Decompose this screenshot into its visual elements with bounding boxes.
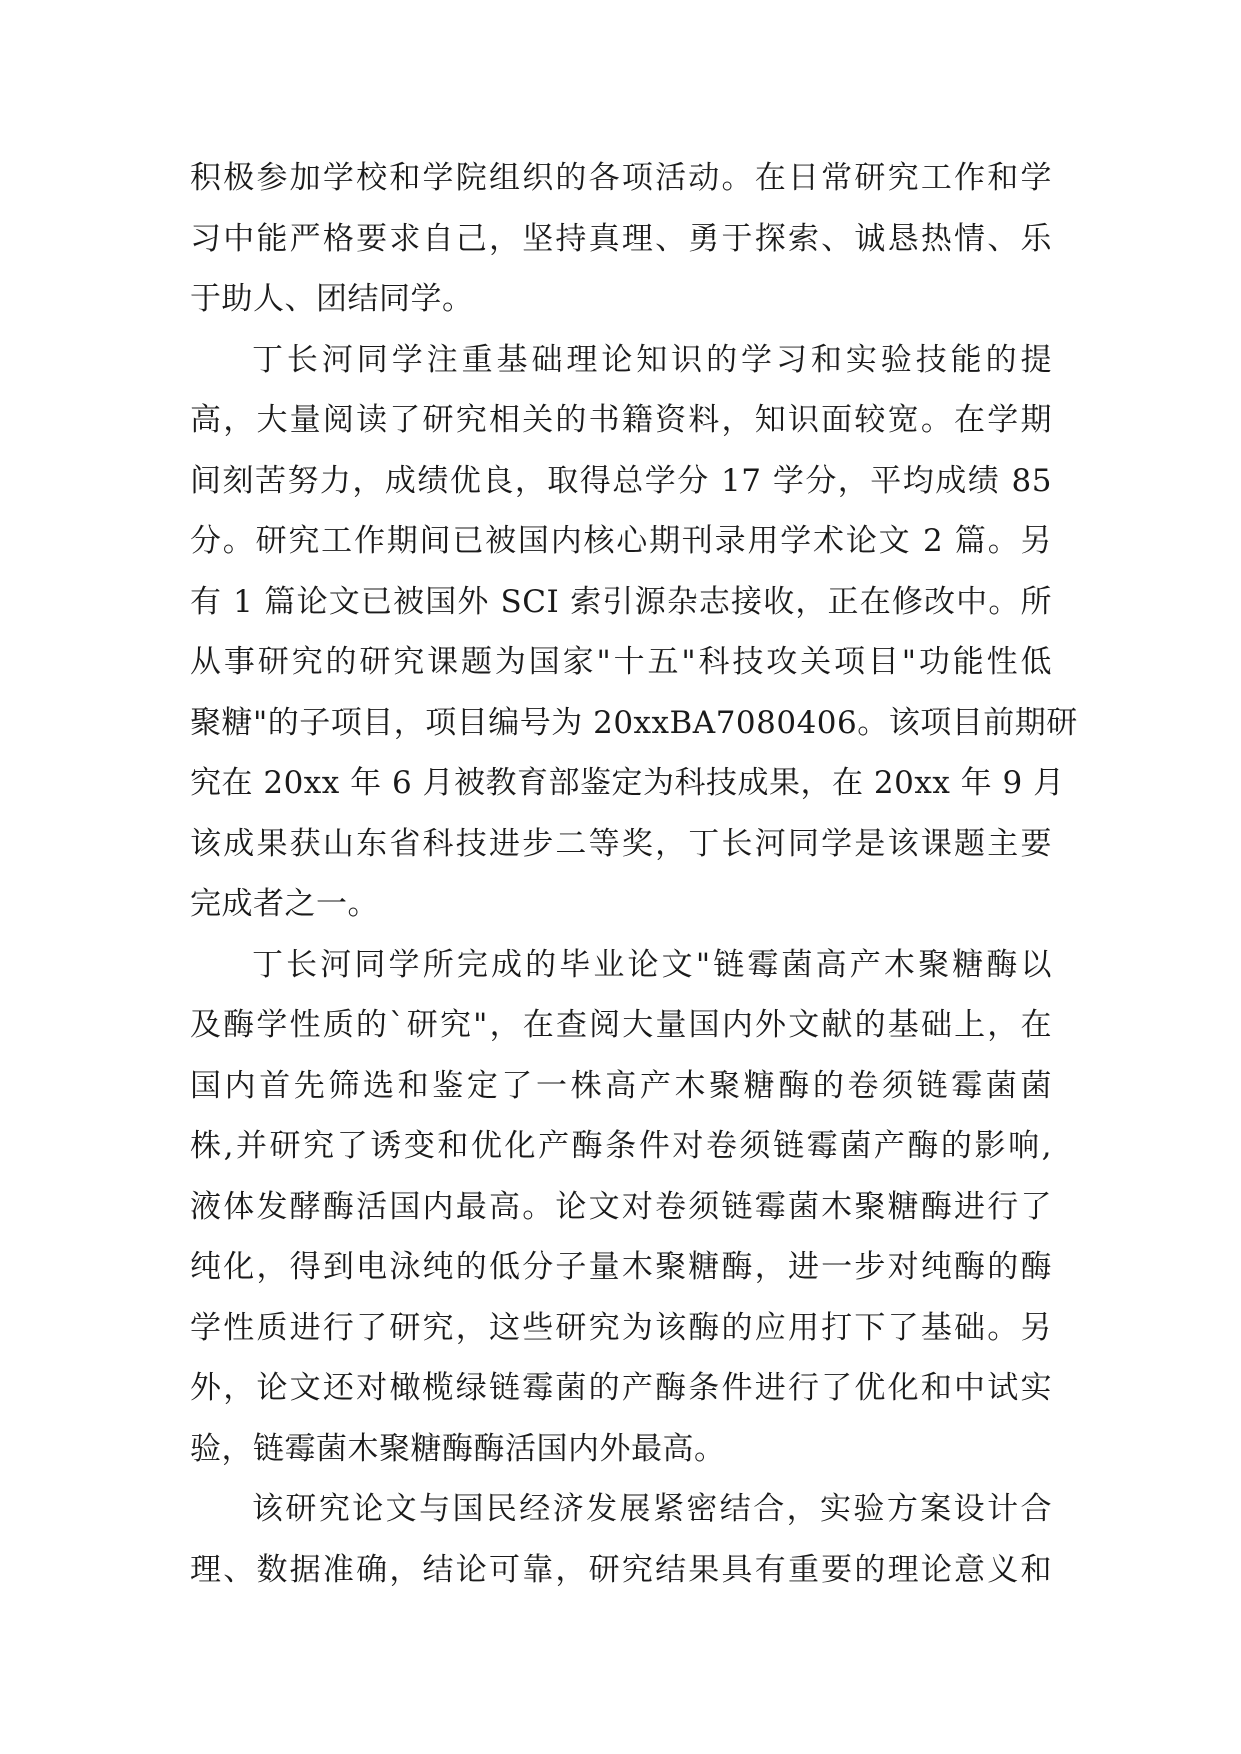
text-line: 聚糖"的子项目，项目编号为 20xxBA7080406。该项目前期研 (190, 704, 1078, 741)
text-line: 分。研究工作期间已被国内核心期刊录用学术论文 2 篇。另 (190, 523, 1052, 559)
text-line: 国内首先筛选和鉴定了一株高产木聚糖酶的卷须链霉菌菌 (190, 1067, 1052, 1104)
text-line: 该成果获山东省科技进步二等奖，丁长河同学是该课题主要 (190, 825, 1052, 862)
text-line: 纯化，得到电泳纯的低分子量木聚糖酶，进一步对纯酶的酶 (190, 1249, 1052, 1285)
text-line: 学性质进行了研究，这些研究为该酶的应用打下了基础。另 (190, 1309, 1052, 1346)
document-body (190, 148, 1078, 1600)
text-line: 丁长河同学注重基础理论知识的学习和实验技能的提 (252, 341, 1052, 378)
text-line: 究在 20xx 年 6 月被教育部鉴定为科技成果，在 20xx 年 9 月 (190, 765, 1065, 801)
text-line: 验，链霉菌木聚糖酶酶活国内外最高。 (190, 1430, 726, 1467)
paragraph-4 (190, 1479, 1052, 1600)
text-line: 高，大量阅读了研究相关的书籍资料，知识面较宽。在学期 (190, 402, 1052, 438)
paragraph-2 (190, 330, 1078, 935)
text-line: 外，论文还对橄榄绿链霉菌的产酶条件进行了优化和中试实 (190, 1370, 1052, 1406)
text-line: 完成者之一。 (190, 886, 379, 922)
text-line: 习中能严格要求自己，坚持真理、勇于探索、诚恳热情、乐 (190, 220, 1052, 257)
text-line: 有 1 篇论文已被国外 SCI 索引源杂志接收，正在修改中。所 (190, 583, 1052, 620)
paragraph-3 (190, 935, 1052, 1480)
text-line: 间刻苦努力，成绩优良，取得总学分 17 学分，平均成绩 85 (190, 462, 1052, 499)
text-line: 株,并研究了诱变和优化产酶条件对卷须链霉菌产酶的影响, (190, 1128, 1052, 1164)
text-line: 及酶学性质的`研究"，在查阅大量国内外文献的基础上，在 (190, 1007, 1052, 1043)
text-line: 液体发酵酶活国内最高。论文对卷须链霉菌木聚糖酶进行了 (190, 1188, 1052, 1225)
paragraph-1 (190, 148, 1052, 330)
text-line: 积极参加学校和学院组织的各项活动。在日常研究工作和学 (190, 160, 1052, 196)
text-line: 丁长河同学所完成的毕业论文"链霉菌高产木聚糖酶以 (252, 946, 1052, 983)
text-line: 该研究论文与国民经济发展紧密结合，实验方案设计合 (252, 1491, 1052, 1527)
text-line: 于助人、团结同学。 (190, 281, 474, 317)
text-line: 理、数据准确，结论可靠，研究结果具有重要的理论意义和 (190, 1551, 1052, 1588)
text-line: 从事研究的研究课题为国家"十五"科技攻关项目"功能性低 (190, 644, 1052, 680)
